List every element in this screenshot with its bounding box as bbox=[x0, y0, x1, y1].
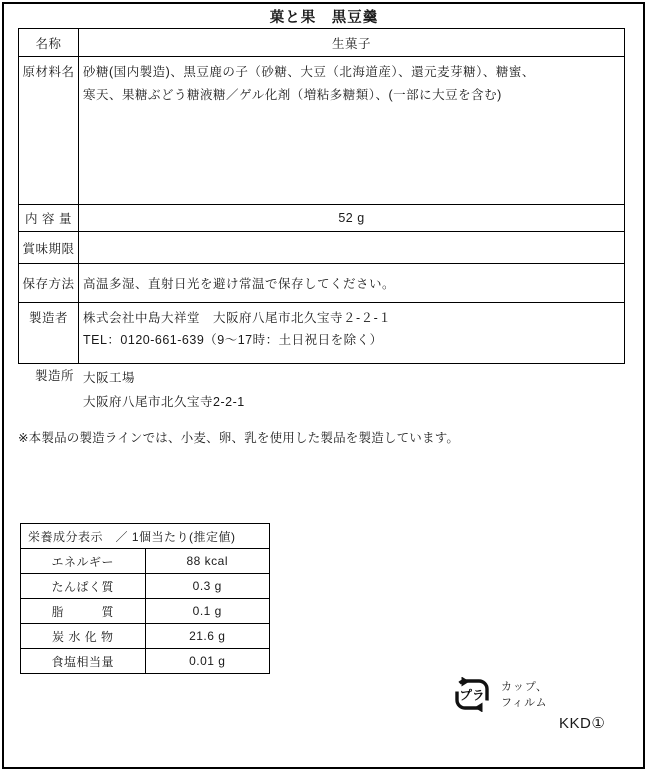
recycle-usage-line-1: カップ、 bbox=[501, 681, 549, 693]
spec-value-manufacturer bbox=[79, 303, 625, 364]
manufacturing-site-line-1: 大阪工場 bbox=[83, 371, 136, 385]
nutrition-label-fat: 脂 質 bbox=[21, 599, 146, 624]
nutrition-row-fat bbox=[21, 599, 270, 624]
footer-code: KKD① bbox=[559, 715, 606, 732]
nutrition-row-energy bbox=[21, 549, 270, 574]
nutrition-table bbox=[20, 523, 270, 674]
nutrition-label-salt: 食塩相当量 bbox=[21, 649, 146, 674]
nutrition-row-salt bbox=[21, 649, 270, 674]
pla-recycle-icon bbox=[452, 677, 492, 712]
manufacturer-line-2: TEL：0120-661-639（9～17時：土日祝日を除く） bbox=[83, 333, 383, 347]
ingredients-line-2: 寒天、果糖ぶどう糖液糖／ゲル化剤（増粘多糖類）、(一部に大豆を含む) bbox=[83, 88, 502, 102]
spec-label-net-content: 内 容 量 bbox=[19, 205, 79, 232]
recycle-usage bbox=[501, 677, 548, 712]
manufacturing-site-line-2: 大阪府八尾市北久宝寺2-2-1 bbox=[83, 395, 245, 409]
spec-row-name bbox=[19, 29, 625, 57]
spec-value-net-content: 52 g bbox=[79, 205, 625, 232]
spec-row-storage bbox=[19, 264, 625, 303]
nutrition-label-carbohydrate: 炭 水 化 物 bbox=[21, 624, 146, 649]
manufacturer-line-1: 株式会社中島大祥堂 大阪府八尾市北久宝寺２-２-１ bbox=[83, 311, 392, 325]
spec-row-expiry bbox=[19, 232, 625, 264]
spec-value-name: 生菓子 bbox=[79, 29, 625, 57]
spec-label-ingredients: 原材料名 bbox=[19, 57, 79, 205]
spec-label-storage: 保存方法 bbox=[19, 264, 79, 303]
nutrition-value-protein: 0.3 g bbox=[145, 574, 270, 599]
pla-recycle-icon-text: プラ bbox=[459, 688, 485, 703]
allergen-note: ※本製品の製造ラインでは、小麦、卵、乳を使用した製品を製造しています。 bbox=[18, 431, 460, 445]
spec-row-net-content bbox=[19, 205, 625, 232]
nutrition-value-carbohydrate: 21.6 g bbox=[145, 624, 270, 649]
nutrition-value-energy: 88 kcal bbox=[145, 549, 270, 574]
spec-value-storage: 高温多湿、直射日光を避け常温で保存してください。 bbox=[79, 264, 625, 303]
nutrition-value-salt: 0.01 g bbox=[145, 649, 270, 674]
spec-label-manufacturer: 製造者 bbox=[19, 303, 79, 364]
manufacturing-site-lines bbox=[83, 366, 245, 414]
spec-label-name: 名称 bbox=[19, 29, 79, 57]
spec-value-expiry bbox=[79, 232, 625, 264]
spec-label-expiry: 賞味期限 bbox=[19, 232, 79, 264]
product-title: 菓と果 黒豆羹 bbox=[269, 10, 379, 26]
spec-row-ingredients bbox=[19, 57, 625, 205]
nutrition-row-protein bbox=[21, 574, 270, 599]
spec-value-ingredients bbox=[79, 57, 625, 205]
ingredients-line-1: 砂糖(国内製造)、黒豆鹿の子（砂糖、大豆（北海道産）、還元麦芽糖）、糖蜜、 bbox=[83, 65, 535, 79]
nutrition-row-carbohydrate bbox=[21, 624, 270, 649]
nutrition-header: 栄養成分表示 ／ 1個当たり(推定値) bbox=[21, 524, 270, 549]
spec-row-manufacturer bbox=[19, 303, 625, 364]
manufacturing-site bbox=[35, 366, 245, 414]
spec-table bbox=[18, 28, 625, 364]
manufacturing-site-label: 製造所 bbox=[35, 369, 75, 383]
nutrition-value-fat: 0.1 g bbox=[145, 599, 270, 624]
recycle-mark-group bbox=[452, 677, 548, 712]
nutrition-label-protein: たんぱく質 bbox=[21, 574, 146, 599]
nutrition-label-energy: エネルギー bbox=[21, 549, 146, 574]
nutrition-header-row bbox=[21, 524, 270, 549]
recycle-usage-line-2: フィルム bbox=[501, 697, 548, 709]
